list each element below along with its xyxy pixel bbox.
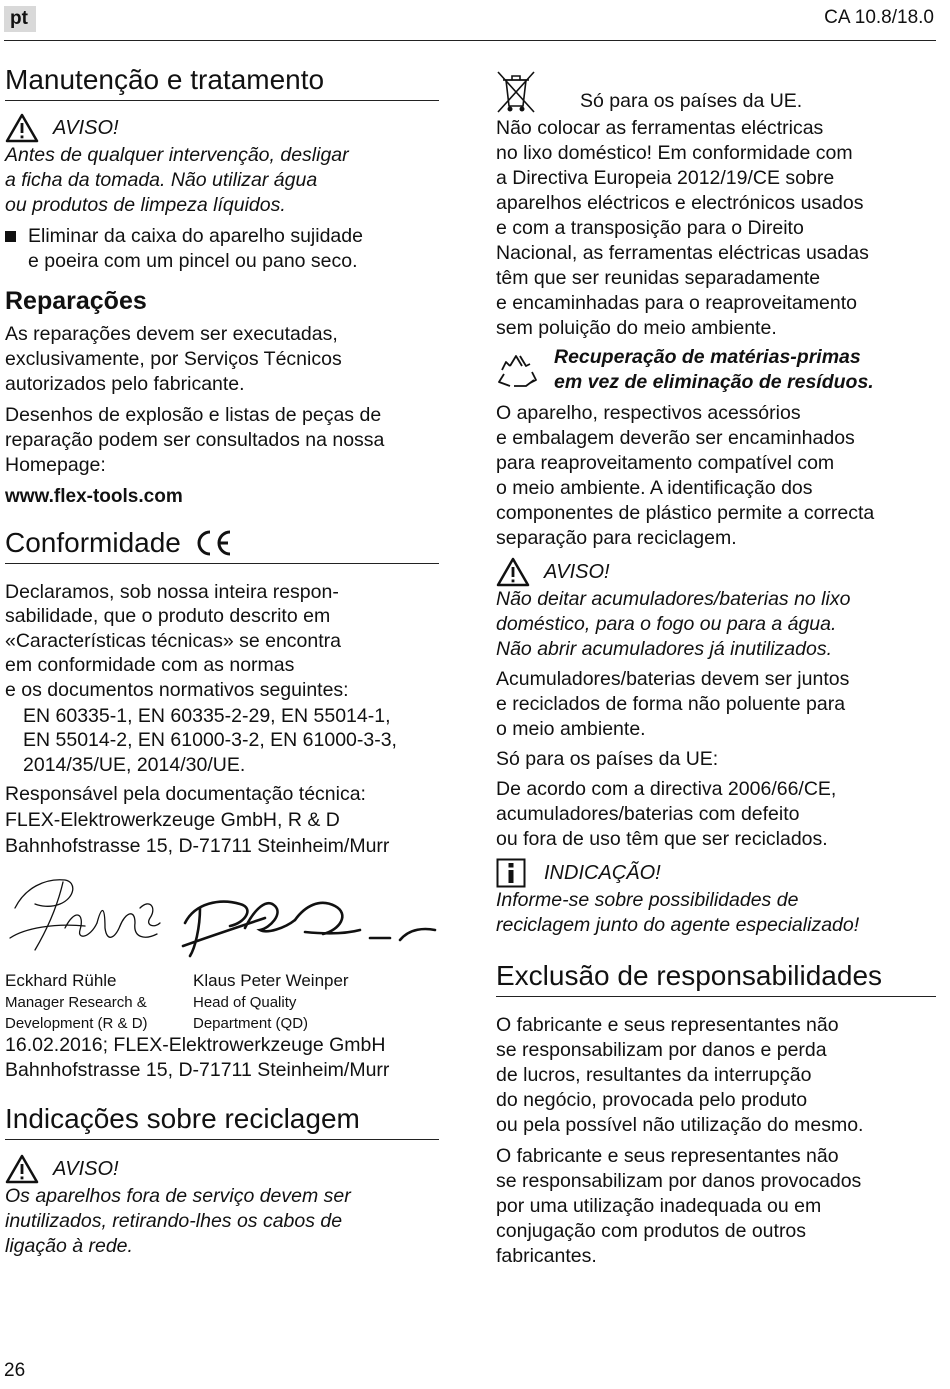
recycle-icon (496, 350, 538, 390)
conformity-title: Conformidade (5, 527, 181, 558)
note-text: Informe-se sobre possibilidades de reciclagem junto do agente especializado! (496, 889, 860, 936)
warning-icon (5, 113, 39, 143)
standards-list: EN 60335-1, EN 60335-2-29, EN 55014-1, EN 55014-2, EN 61000-3-2, EN 61000-3-3, 2014/35/UE, 2014/30/UE. (23, 705, 397, 776)
homepage-link[interactable]: www.flex-tools.com (5, 486, 183, 507)
recycling-title: Indicações sobre reciclagem (5, 1103, 360, 1134)
liability-text-1: O fabricante e seus representantes não se responsabilizam por danos e perda de lucros, resultantes da interrupção do negócio, provocada pelo produto ou pela possível não utilização do mesmo. (496, 1014, 864, 1136)
recovery-head (496, 345, 936, 395)
packaging-text: O aparelho, respectivos acessórios e embalagem deverão ser encaminhados para reaproveitamento compatível com o meio ambiente. A identificação dos componentes de plástico permite a correcta separação para reciclagem. (496, 402, 875, 549)
maintenance-heading (5, 64, 439, 101)
signer2-role-1: Head of Quality (193, 994, 297, 1011)
repairs-text-1: As reparações devem ser executadas, exclusivamente, por Serviços Técnicos autorizados pelo fabricante. (5, 323, 342, 395)
conformity-heading (5, 527, 439, 564)
right-column (496, 70, 936, 1269)
warning-icon (496, 557, 530, 587)
header-rule (4, 40, 936, 41)
left-column-lower (5, 1033, 439, 1259)
info-icon (496, 858, 526, 888)
recycling-warning-text: Os aparelhos fora de serviço devem ser inutilizados, retirando-lhes os cabos de ligação à rede. (5, 1185, 351, 1257)
eu-only-text-2: Só para os países da UE: (496, 748, 719, 770)
recycling-heading (5, 1103, 439, 1140)
signer-weinper (193, 970, 433, 1034)
technical-documentation: Responsável pela documentação técnica: FLEX-Elektrowerkzeuge GmbH, R & D Bahnhofstrasse 15, D-71711 Steinheim/Murr (5, 783, 390, 858)
battery-warning-head (496, 557, 936, 587)
signer-ruhle (5, 970, 185, 1034)
maintenance-bullet: Eliminar da caixa do aparelho sujidade e poeira com um pincel ou pano seco. (5, 224, 439, 274)
repairs-title: Reparações (5, 287, 147, 315)
signer1-role-2: Development (R & D) (5, 1015, 148, 1032)
directive-text: De acordo com a directiva 2006/66/CE, acumuladores/baterias com defeito ou fora de uso têm que ser reciclados. (496, 778, 837, 850)
signer1-role-1: Manager Research & (5, 994, 147, 1011)
warning-label: AVISO! (53, 116, 119, 139)
maintenance-title: Manutenção e tratamento (5, 64, 325, 95)
warning-icon (5, 1154, 39, 1184)
left-column (5, 64, 439, 859)
signer1-name: Eckhard Rühle (5, 971, 117, 990)
maintenance-warning-head (5, 113, 439, 143)
recycling-warning-head (5, 1154, 439, 1184)
model-number: CA 10.8/18.0 (824, 7, 934, 28)
signatures-image (5, 868, 437, 960)
ce-mark-icon (193, 529, 233, 557)
page-number: 26 (4, 1360, 26, 1381)
signature-date-address: 16.02.2016; FLEX-Elektrowerkzeuge GmbH Bahnhofstrasse 15, D-71711 Steinheim/Murr (5, 1034, 390, 1081)
conformity-declaration: Declaramos, sob nossa inteira respon- sabilidade, que o produto descrito em «Características técnicas» se encontra em conformidade com as normas e os documentos normativos seguintes: (5, 581, 349, 701)
language-tag: pt (4, 6, 36, 32)
weee-text: Não colocar as ferramentas eléctricas no lixo doméstico! Em conformidade com a Directiva Europeia 2012/19/CE sobre aparelhos eléctricos e electrónicos usados e com a transposição para o Direito Nacional, as ferramentas eléctricas usadas têm que ser reunidas separadamente e encaminhadas para o reaproveitamento sem poluição do meio ambiente. (496, 117, 869, 339)
warning-label: AVISO! (544, 560, 610, 583)
bullet-square-icon (5, 231, 16, 242)
signer2-name: Klaus Peter Weinper (193, 971, 349, 990)
repairs-text-2: Desenhos de explosão e listas de peças de reparação podem ser consultados na nossa Homepage: (5, 404, 385, 476)
weee-head (496, 70, 936, 114)
maintenance-warning-text: Antes de qualquer intervenção, desligar a ficha da tomada. Não utilizar água ou produtos de limpeza líquidos. (5, 144, 349, 216)
note-label: INDICAÇÃO! (544, 861, 661, 884)
crossed-bin-icon (496, 70, 536, 114)
signer2-role-2: Department (QD) (193, 1015, 309, 1032)
liability-title: Exclusão de responsabilidades (496, 960, 883, 991)
note-head (496, 858, 936, 888)
recovery-text: Recuperação de matérias-primas em vez de eliminação de resíduos. (554, 346, 874, 393)
liability-text-2: O fabricante e seus representantes não se responsabilizam por danos provocados por uma utilização inadequada ou em conjugação com produtos de outros fabricantes. (496, 1145, 862, 1267)
battery-text: Acumuladores/baterias devem ser juntos e reciclados de forma não poluente para o meio ambiente. (496, 668, 850, 740)
eu-only-text: Só para os países da UE. (580, 90, 803, 112)
signature-ruhle (10, 880, 160, 950)
warning-label: AVISO! (53, 1157, 119, 1180)
liability-heading (496, 960, 936, 997)
signature-weinper (183, 902, 435, 956)
battery-warning-text: Não deitar acumuladores/baterias no lixo doméstico, para o fogo ou para a água. Não abrir acumuladores já inutilizados. (496, 588, 851, 660)
